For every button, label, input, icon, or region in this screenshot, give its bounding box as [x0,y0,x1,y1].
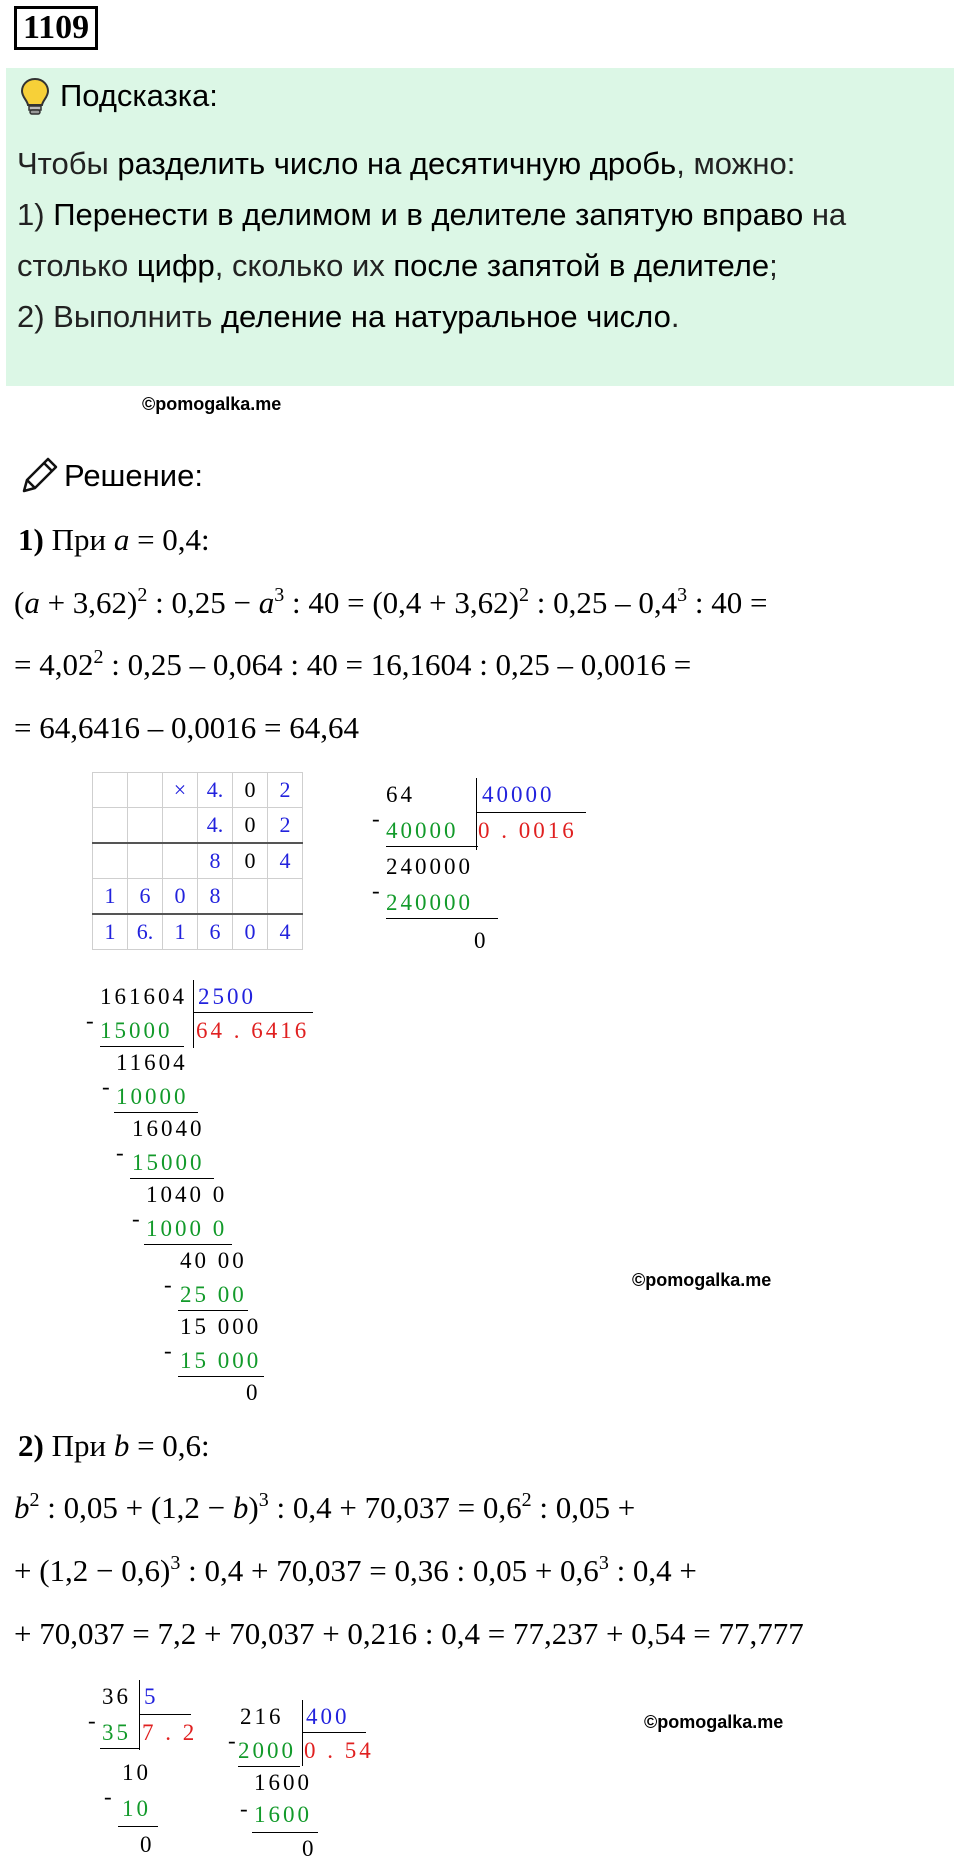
remainder: 10 [122,1760,151,1785]
dividend: 161604 [100,984,187,1009]
part1-line-3: = 64,6416 – 0,0016 = 64,64 [14,710,359,745]
times-sign: × [163,773,198,808]
watermark-2: ©pomogalka.me [632,1270,772,1290]
quotient: 64 . 6416 [196,1018,310,1043]
quotient: 0 . 0016 [478,818,577,843]
grid-row: 8 0 4 [93,843,303,879]
watermark-1: ©pomogalka.me [142,394,282,414]
hint-line-3: столько цифр, сколько их после запятой в делителе; [17,248,778,283]
hint-line-4: 2) Выполнить деление на натуральное число. [17,299,680,334]
lightbulb-icon [18,76,52,116]
subtrahend: 10000 [116,1084,189,1109]
subtrahend: 35 [102,1720,131,1745]
pencil-icon [18,455,60,497]
remainder: 11604 [116,1050,188,1075]
minus-sign: - [372,878,383,903]
part2-line-1: $b^2$ : $0,05 + (1,2 - b)^3$ : $0,4 + 70,037 = 0,6^2$ : 0,05 + [14,1489,636,1525]
subtrahend: 2000 [238,1738,296,1763]
part2-line-2: + $(1,2 - 0,6)^3$ : 0,4 + 70,037 = 0,36 : $0,05 + 0,6^3$ : 0,4 + [14,1552,697,1588]
multiplication-grid [92,772,303,950]
remainder: 15 000 [180,1314,262,1339]
grid-row: 4. 0 2 [93,808,303,844]
dividend: 64 [386,782,415,807]
divisor: 5 [144,1684,159,1709]
remainder: 0 [302,1836,317,1861]
subtrahend: 1000 0 [146,1216,228,1241]
subtrahend: 1600 [254,1802,312,1827]
subtrahend: 15 000 [180,1348,262,1373]
watermark-3: ©pomogalka.me [644,1712,784,1732]
grid-row: 1 6. 1 6 0 4 [93,914,303,950]
subtrahend: 15000 [132,1150,205,1175]
grid-row: × 4. 0 2 [93,773,303,808]
hint-line-1: Чтобы разделить число на десятичную дробь, можно: [17,146,796,181]
dividend: 216 [240,1704,284,1729]
task-number: 1109 [14,6,98,50]
hint-line-2: 1) Перенести в делимом и в делителе запятую вправо на [17,197,847,232]
subtrahend: 10 [122,1796,151,1821]
part2-condition: 2) При b = 0,6: [18,1428,210,1463]
part1-line-2: = $4,02^2$ : 0,25 – 0,064 : 40 = 16,1604 : 0,25 – 0,0016 = [14,646,692,682]
remainder: 1040 0 [146,1182,228,1207]
remainder: 40 00 [180,1248,247,1273]
part1-line-1: $(a + 3,62)^2$ : $0,25 - a^3$ : $40 = (0,4 + 3,62)^2$ : $0,25 - 0,4^3$ : 40 = [14,584,768,620]
part2-line-3: + 70,037 = 7,2 + 70,037 + 0,216 : 0,4 = 77,237 + 0,54 = 77,777 [14,1616,804,1651]
remainder: 240000 [386,854,473,879]
subtrahend: 40000 [386,818,459,843]
quotient: 7 . 2 [142,1720,198,1745]
quotient: 0 . 54 [304,1738,374,1763]
remainder: 0 [246,1380,261,1405]
solution-title: Решение: [64,458,203,493]
subtrahend: 15000 [100,1018,173,1043]
subtrahend: 240000 [386,890,473,915]
grid-row: 1 6 0 8 [93,879,303,915]
dividend: 36 [102,1684,131,1709]
part1-condition: 1) При a = 0,4: [18,522,210,557]
remainder: 1600 [254,1770,312,1795]
divisor: 2500 [198,984,256,1009]
remainder: 16040 [132,1116,205,1141]
subtrahend: 25 00 [180,1282,247,1307]
divisor: 400 [306,1704,350,1729]
hint-title: Подсказка: [60,78,218,113]
divisor: 40000 [482,782,555,807]
remainder: 0 [140,1832,155,1857]
minus-sign: - [372,806,383,831]
remainder: 0 [474,928,489,953]
